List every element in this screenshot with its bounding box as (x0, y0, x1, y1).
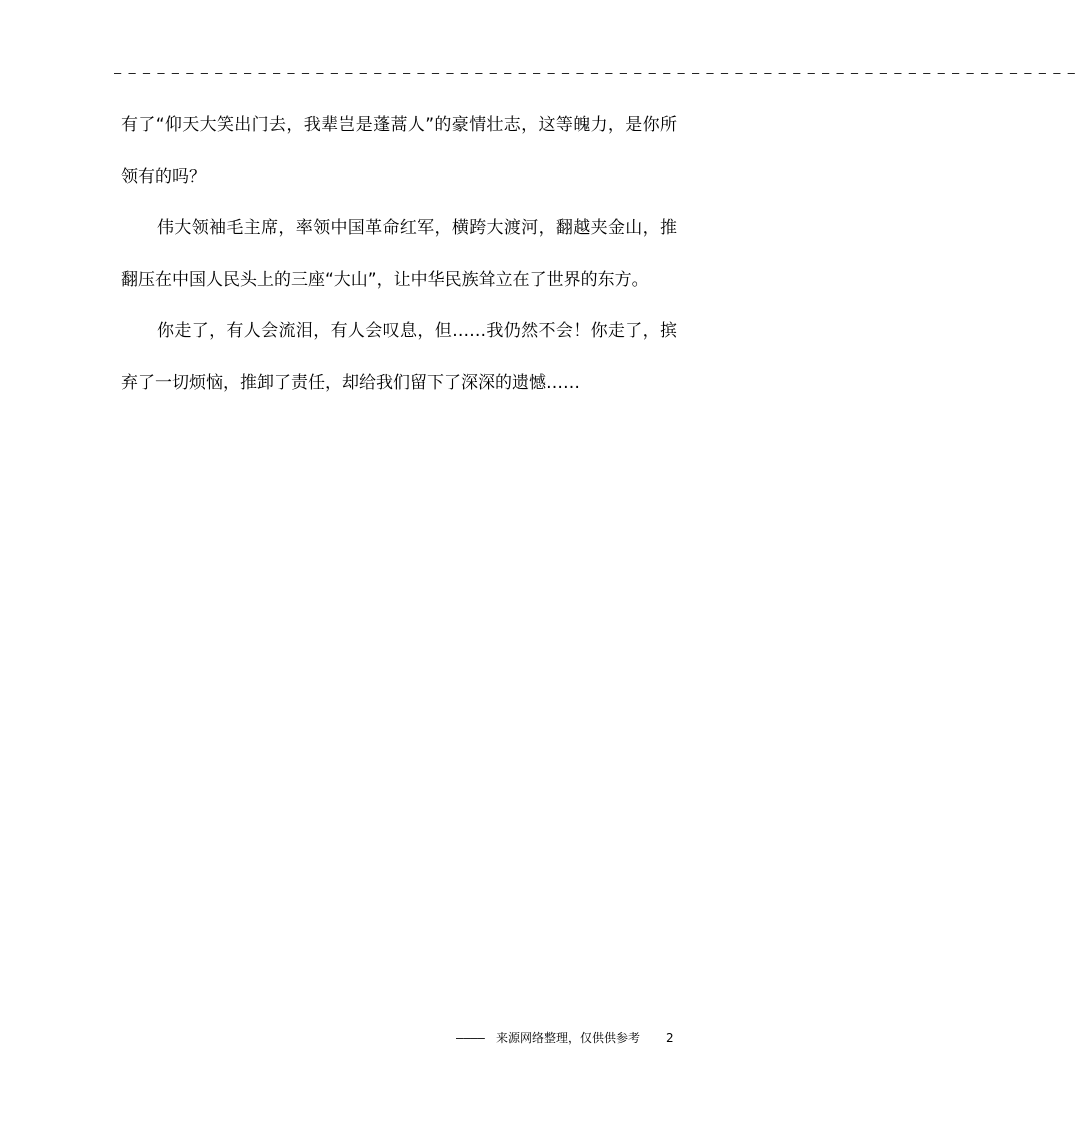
page-number: 2 (666, 1031, 674, 1045)
footer-dashes: –––– (456, 1031, 485, 1045)
document-body (121, 100, 677, 409)
footer-source-note: 来源网络整理，仅供供参考 (496, 1031, 641, 1045)
paragraph-1: 有了“仰天大笑出门去，我辈岂是蓬蒿人”的豪情壮志，这等魄力，是你所领有的吗？ (121, 115, 677, 187)
paragraph-3: 你走了，有人会流泪，有人会叹息，但……我仍然不会！你走了，摈弃了一切烦恼，推卸了责任，却给我们留下了深深的遗憾…… (121, 321, 677, 393)
paragraph-2: 伟大领袖毛主席，率领中国革命红军，横跨大渡河，翻越夹金山，推翻压在中国人民头上的三座“大山”，让中华民族耸立在了世界的东方。 (121, 218, 677, 290)
page-footer (456, 1030, 686, 1046)
header-dashed-rule: – – – – – – – – – – – – – – – – – – – – – – – – – – – – – – – – – – – – – – – – – – – – – – – – – – – – – – – – – – – – – – – – – – – (114, 66, 1075, 80)
